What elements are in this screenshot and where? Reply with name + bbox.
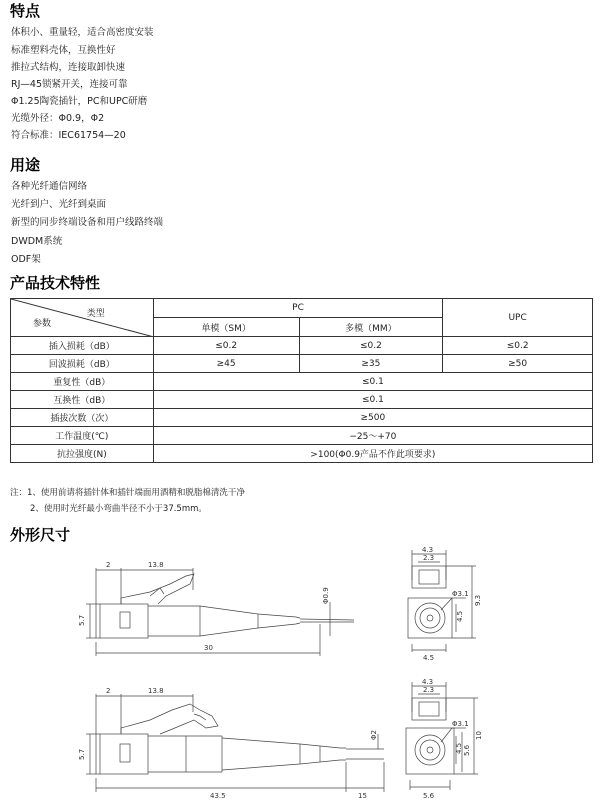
dim-label: Φ0.9 [322,587,330,604]
upc-header: UPC [443,299,593,337]
dim-label: 2 [106,561,111,569]
param-cell: 插入损耗（dB） [11,337,154,355]
param-cell: 互换性（dB） [11,391,154,409]
header-corner [11,299,154,337]
dim-label: 10 [475,731,483,740]
list-item: 各种光纤通信网络 [11,181,88,192]
dim-label: 13.8 [148,561,164,569]
note-line-2: 2、使用时光纤最小弯曲半径不小于37.5mm。 [30,504,207,514]
table-row [11,373,593,391]
list-item: 光纤到户、光纤到桌面 [11,199,107,210]
table-row [11,337,593,355]
value-cell: >100(Φ0.9产品不作此项要求) [153,445,592,463]
list-item: 标准塑料壳体，互换性好 [11,45,116,56]
dim-label: 2.3 [423,686,435,694]
dim-label: 5.6 [423,792,435,800]
dim-label: 2.3 [423,554,435,562]
table-row [11,409,593,427]
list-item: ODF架 [11,254,41,265]
list-item: 推拉式结构，连接取卸快速 [11,62,126,73]
table-row [11,445,593,463]
note-line-1: 注：1、使用前请将插针体和插针端面用酒精和脱脂棉清洗干净 [10,488,245,498]
table-row [11,427,593,445]
dim-label: Φ3.1 [452,590,469,598]
param-cell: 插拔次数（次） [11,409,154,427]
value-cell: ≥35 [299,355,443,373]
value-cell: ≤0.2 [443,337,593,355]
list-item: 新型的同步终端设备和用户线路终端 [11,217,164,228]
pc-header: PC [153,299,443,318]
features-title: 特点 [10,2,41,20]
value-cell: ≤0.2 [299,337,443,355]
list-item: Φ1.25陶瓷插针，PC和UPC研磨 [11,96,148,107]
dim-label: 5.6 [463,744,471,756]
list-item: 体积小、重量轻，适合高密度安装 [11,27,154,38]
dim-label: 9.3 [474,594,482,606]
dim-label: 30 [204,644,213,652]
type-label: 类型 [86,309,105,319]
connector-end-view-top [408,550,476,652]
value-cell: ≥45 [153,355,299,373]
connector-end-view-bottom [406,682,478,790]
param-cell: 重复性（dB） [11,373,154,391]
specs-title: 产品技术特性 [10,274,101,292]
value-cell: ≥50 [443,355,593,373]
table-row [11,355,593,373]
dim-label: 4.3 [422,546,434,554]
sm-header: 单模（SM） [153,318,299,337]
value-cell: ≤0.1 [153,391,592,409]
dimension-drawing [0,540,609,801]
dim-label: 5.7 [78,614,86,626]
dim-label: 5.7 [78,748,86,760]
dim-label: Φ2 [370,730,378,740]
dim-label: 15 [358,792,367,800]
dim-label: 13.8 [148,687,164,695]
param-cell: 抗拉强度(N) [11,445,154,463]
list-item: RJ—45锁紧开关，连接可靠 [11,79,128,90]
value-cell: ≤0.1 [153,373,592,391]
dim-label: 4.5 [455,742,463,754]
value-cell: ≥500 [153,409,592,427]
dim-label: 2 [106,687,111,695]
dim-label: Φ3.1 [452,720,469,728]
uses-title: 用途 [10,156,41,174]
dim-label: 4.5 [423,654,435,662]
list-item: 符合标准：IEC61754—20 [11,130,126,141]
dim-label: 43.5 [210,792,226,800]
value-cell: ≤0.2 [153,337,299,355]
table-row [11,391,593,409]
list-item: 光缆外径：Φ0.9，Φ2 [11,113,105,124]
mm-header: 多模（MM） [299,318,443,337]
value-cell: −25～+70 [153,427,592,445]
dim-label: 4.5 [456,610,464,622]
dim-label: 4.3 [422,678,434,686]
list-item: DWDM系统 [11,236,63,247]
connector-side-view-bottom [86,694,384,792]
param-cell: 回波损耗（dB） [11,355,154,373]
dimensions-title: 外形尺寸 [10,526,71,544]
spec-table [10,298,593,463]
param-label: 参数 [33,319,52,329]
param-cell: 工作温度(℃) [11,427,154,445]
connector-side-view-top [86,568,354,656]
